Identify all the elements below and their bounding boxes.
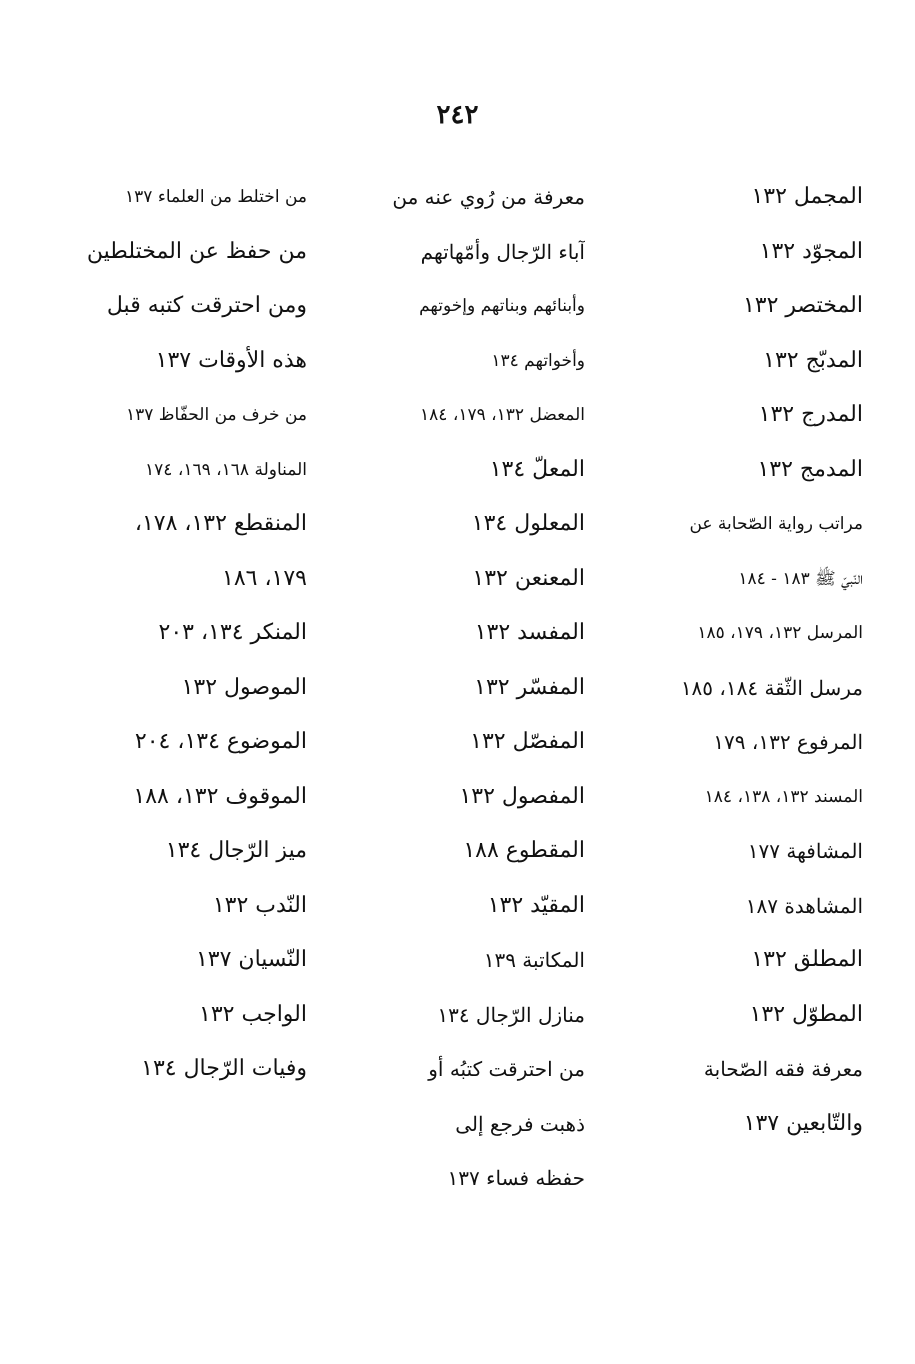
index-entry: المعنعن ١٣٢ bbox=[472, 565, 585, 591]
index-entry: النّسيان ١٣٧ bbox=[195, 947, 307, 972]
index-entry: النّدب ١٣٢ bbox=[212, 892, 307, 918]
index-entry: الموضوع ١٣٤، ٢٠٤ bbox=[134, 729, 307, 754]
index-entry: المفصّل ١٣٢ bbox=[470, 729, 585, 754]
index-entry: المجمل ١٣٢ bbox=[751, 184, 863, 209]
index-entry: من اختلط من العلماء ١٣٧ bbox=[125, 187, 307, 207]
index-entry: مرسل الثّقة ١٨٤، ١٨٥ bbox=[680, 675, 863, 700]
index-entry: آباء الرّجال وأمّهاتهم bbox=[420, 239, 585, 264]
index-entry: من احترقت كتبُه أو bbox=[428, 1057, 585, 1081]
index-column-middle bbox=[370, 170, 585, 1206]
index-entry: المنكر ١٣٤، ٢٠٣ bbox=[158, 620, 307, 645]
index-entry: المعلّ ١٣٤ bbox=[489, 456, 585, 482]
index-entry: هذه الأوقات ١٣٧ bbox=[155, 347, 307, 373]
index-entry: وأبنائهم وبناتهم وإخوتهم bbox=[419, 296, 585, 316]
index-entry: مراتب رواية الصّحابة عن bbox=[689, 514, 863, 534]
index-entry: الواجب ١٣٢ bbox=[199, 1001, 307, 1027]
index-entry: حفظه فساء ١٣٧ bbox=[447, 1166, 585, 1190]
index-entry: المرسل ١٣٢، ١٧٩، ١٨٥ bbox=[697, 623, 863, 643]
index-entry: وفيات الرّجال ١٣٤ bbox=[141, 1056, 307, 1081]
index-entry: النّبيّ ﷺ ١٨٣ - ١٨٤ bbox=[738, 568, 863, 589]
index-entry: وأخواتهم ١٣٤ bbox=[491, 350, 585, 371]
index-entry: المكاتبة ١٣٩ bbox=[483, 948, 585, 972]
index-entry: الموصول ١٣٢ bbox=[181, 674, 307, 700]
index-entry: المفصول ١٣٢ bbox=[459, 783, 585, 809]
index-entry: المطلق ١٣٢ bbox=[751, 947, 863, 972]
index-entry: المسند ١٣٢، ١٣٨، ١٨٤ bbox=[704, 786, 863, 807]
index-entry: المرفوع ١٣٢، ١٧٩ bbox=[713, 730, 863, 754]
index-entry: المقطوع ١٨٨ bbox=[463, 838, 585, 863]
index-entry: المقيّد ١٣٢ bbox=[487, 892, 585, 918]
index-entry: المدمج ١٣٢ bbox=[757, 456, 863, 482]
index-entry: من خرف من الحفّاظ ١٣٧ bbox=[125, 405, 307, 425]
index-entry: ذهبت فرجع إلى bbox=[455, 1111, 585, 1136]
index-entry: المجوّد ١٣٢ bbox=[759, 238, 863, 264]
index-entry: والتّابعين ١٣٧ bbox=[743, 1110, 863, 1136]
index-entry: المدرج ١٣٢ bbox=[758, 402, 863, 427]
index-column-right bbox=[638, 170, 863, 1151]
index-entry: المفسد ١٣٢ bbox=[474, 620, 585, 645]
index-entry: ومن احترقت كتبه قبل bbox=[106, 293, 307, 318]
index-entry: المناولة ١٦٨، ١٦٩، ١٧٤ bbox=[145, 459, 307, 480]
index-entry: المعلول ١٣٤ bbox=[471, 511, 585, 536]
index-entry: منازل الرّجال ١٣٤ bbox=[437, 1002, 585, 1027]
index-entry: المفسّر ١٣٢ bbox=[474, 674, 585, 700]
index-entry: المنقطع ١٣٢، ١٧٨، bbox=[134, 511, 307, 536]
index-entry: من حفظ عن المختلطين bbox=[87, 238, 307, 264]
index-entry: الموقوف ١٣٢، ١٨٨ bbox=[133, 783, 307, 809]
index-entry: المطوّل ١٣٢ bbox=[749, 1001, 863, 1027]
index-entry: ١٧٩، ١٨٦ bbox=[222, 565, 307, 591]
index-entry: ميز الرّجال ١٣٤ bbox=[165, 838, 307, 863]
index-entry: المشاهدة ١٨٧ bbox=[745, 893, 863, 918]
index-entry: المدبّج ١٣٢ bbox=[763, 347, 863, 373]
index-entry: المختصر ١٣٢ bbox=[742, 293, 863, 318]
index-column-left bbox=[87, 170, 307, 1097]
index-entry: معرفة من رُوي عنه من bbox=[392, 185, 585, 209]
index-entry: معرفة فقه الصّحابة bbox=[703, 1057, 863, 1081]
index-entry: المشافهة ١٧٧ bbox=[747, 839, 863, 863]
index-entry: المعضل ١٣٢، ١٧٩، ١٨٤ bbox=[420, 405, 585, 425]
page-number: ٢٤٢ bbox=[436, 100, 479, 130]
